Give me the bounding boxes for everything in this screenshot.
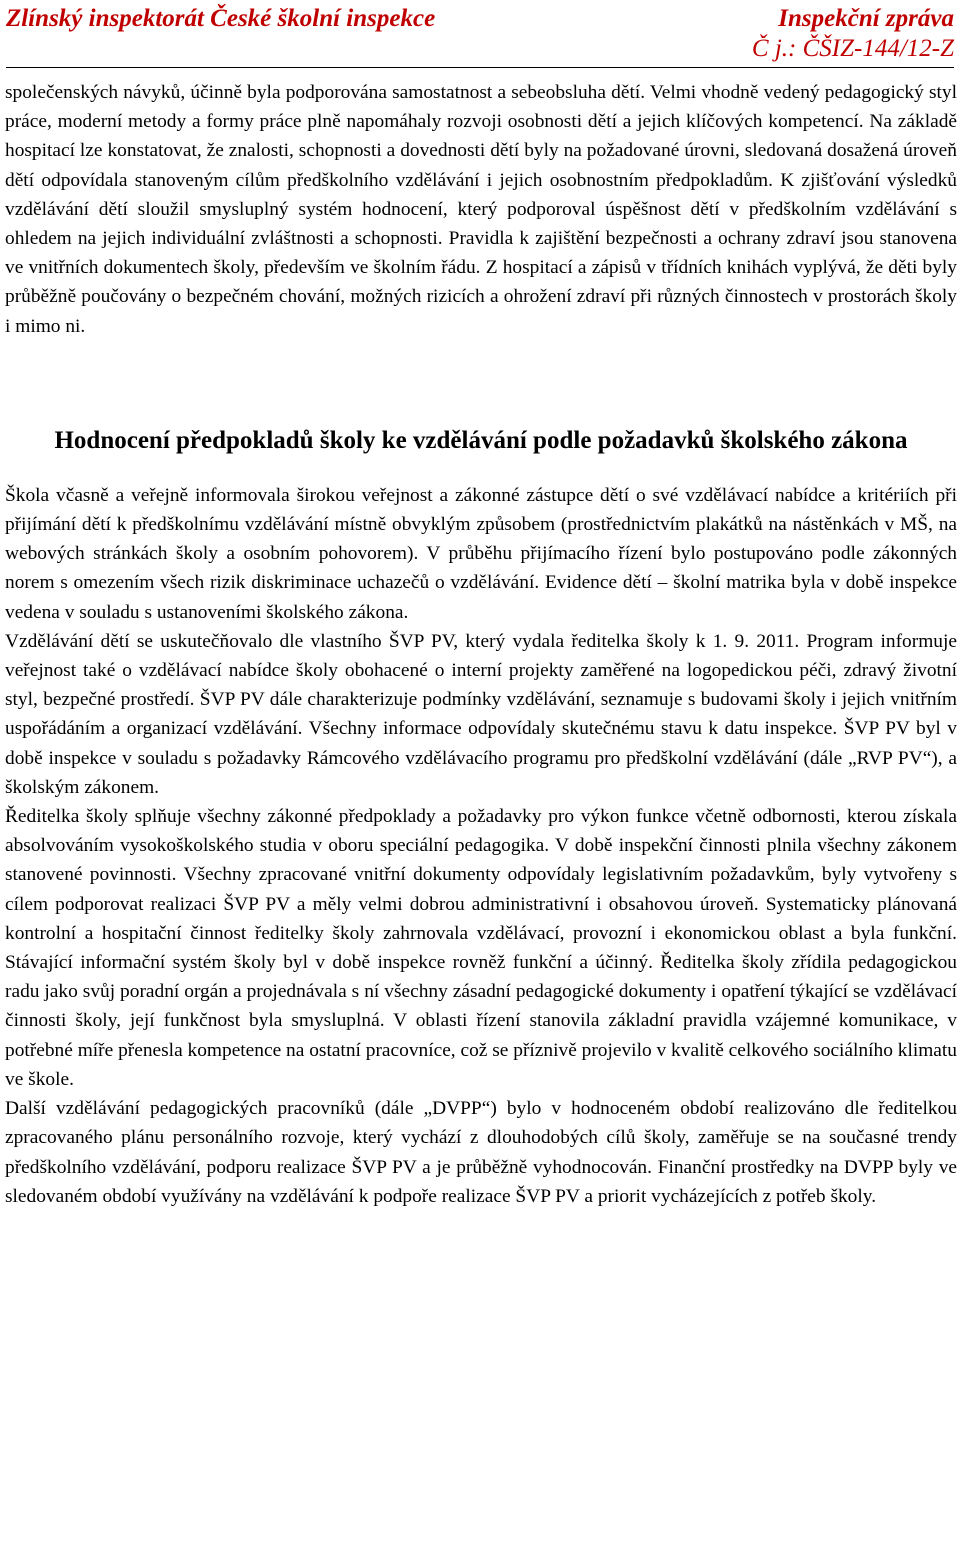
- page-header: [6, 0, 954, 64]
- title-gap: [5, 458, 957, 481]
- report-type: Inspekční zpráva: [778, 5, 954, 32]
- section-gap: [5, 341, 957, 423]
- paragraph-curriculum: Vzdělávání dětí se uskutečňovalo dle vlastního ŠVP PV, který vydala ředitelka školy k 1. 9. 2011. Program informuje veřejnost také o vzdělávací nabídce školy obohacené o interní projekty zaměřené na logopedickou péči, zdravý životní styl, bezpečné prostředí. ŠVP PV dále charakterizuje podmínky vzdělávání, seznamuje s budovami školy i jejich vnitřním uspořádáním a organizací vzdělávání. Všechny informace odpovídaly skutečnému stavu k datu inspekce. ŠVP PV byl v době inspekce v souladu s požadavky Rámcového vzdělávacího programu pro předškolní vzdělávání (dále „RVP PV“), a školským zákonem.: [5, 630, 957, 798]
- paragraph-management: Ředitelka školy splňuje všechny zákonné předpoklady a požadavky pro výkon funkce včetně odbornosti, kterou získala absolvováním vysokoškolského studia v oboru speciální pedagogika. V době inspekční činnosti plnila všechny zákonem stanovené povinnosti. Všechny zpracované vnitřní dokumenty odpovídaly legislativním požadavkům, byly vytvořeny s cílem podporovat realizaci ŠVP PV a měly velmi dobrou administrativní i obsahovou úroveň. Systematicky plánovaná kontrolní a hospitační činnost ředitelky školy zahrnovala vzdělávací, provozní i ekonomickou oblast a byla funkční. Stávající informační systém školy byl v době inspekce rovněž funkční a účinný. Ředitelka školy zřídila pedagogickou radu jako svůj poradní orgán a projednávala s ní všechny zásadní pedagogické dokumenty i opatření týkající se vzdělávací činnosti školy, její funkčnost byla smysluplná. V oblasti řízení stanovila základní pravidla vzájemné komunikace, v potřebné míře přenesla kompetence na ostatní pracovníce, což se příznivě projevilo v kvalitě celkového sociálního klimatu ve škole.: [5, 806, 957, 1090]
- section-title: Hodnocení předpokladů školy ke vzdělávání podle požadavků školského zákona: [54, 426, 908, 454]
- header-divider: [6, 67, 954, 68]
- intro-paragraph: společenských návyků, účinně byla podporována samostatnost a sebeobsluha dětí. Velmi vhodně vedený pedagogický styl práce, moderní metody a formy práce plně napomáhaly rozvoji osobnosti dětí a jejich klíčových kompetencí. Na základě hospitací lze konstatovat, že znalosti, schopnosti a dovednosti dětí byly na požadované úrovni, sledovaná dosažená úroveň dětí odpovídala stanoveným cílům předškolního vzdělávání i jejich osobnostním předpokladům. K zjišťování výsledků vzdělávání dětí sloužil smysluplný systém hodnocení, který podporoval úspěšnost dětí v předškolním vzdělávání s ohledem na jejich individuální zvláštnosti a schopnosti. Pravidla k zajištění bezpečnosti a ochrany zdraví jsou stanovena ve vnitřních dokumentech školy, především ve školním řádu. Z hospitací a zápisů v třídních knihách vyplývá, že děti byly průběžně poučovány o bezpečném chování, možných rizicích a ohrožení zdraví při různých činnostech v prostorách školy i mimo ni.: [5, 82, 957, 337]
- inspectorate-name: Zlínský inspektorát České školní inspekce: [6, 5, 436, 32]
- header-right-block: [752, 4, 954, 64]
- document-body: [5, 78, 957, 1211]
- reference-number: Č j.: ČŠIZ-144/12-Z: [751, 35, 954, 62]
- paragraph-teacher-training: Další vzdělávání pedagogických pracovníků (dále „DVPP“) bylo v hodnoceném období realizováno dle ředitelkou zpracovaného plánu personálního rozvoje, který vychází z dlouhodobých cílů školy, zaměřuje se na současné trendy předškolního vzdělávání, podporu realizace ŠVP PV a je průběžně vyhodnocován. Finanční prostředky na DVPP byly ve sledovaném období využívány na vzdělávání k podpoře realizace ŠVP PV a priorit vycházejících z potřeb školy.: [5, 1098, 957, 1207]
- paragraph-admissions: Škola včasně a veřejně informovala širokou veřejnost a zákonné zástupce dětí o své vzdělávací nabídce a kritériích při přijímání dětí k předškolnímu vzdělávání místně obvyklým způsobem (prostřednictvím plakátků na nástěnkách v MŠ, na webových stránkách školy a osobním pohovorem). V průběhu přijímacího řízení bylo postupováno podle zákonných norem s omezením všech rizik diskriminace uchazečů o vzdělávání. Evidence dětí – školní matrika byla v době inspekce vedena v souladu s ustanoveními školského zákona.: [5, 484, 957, 623]
